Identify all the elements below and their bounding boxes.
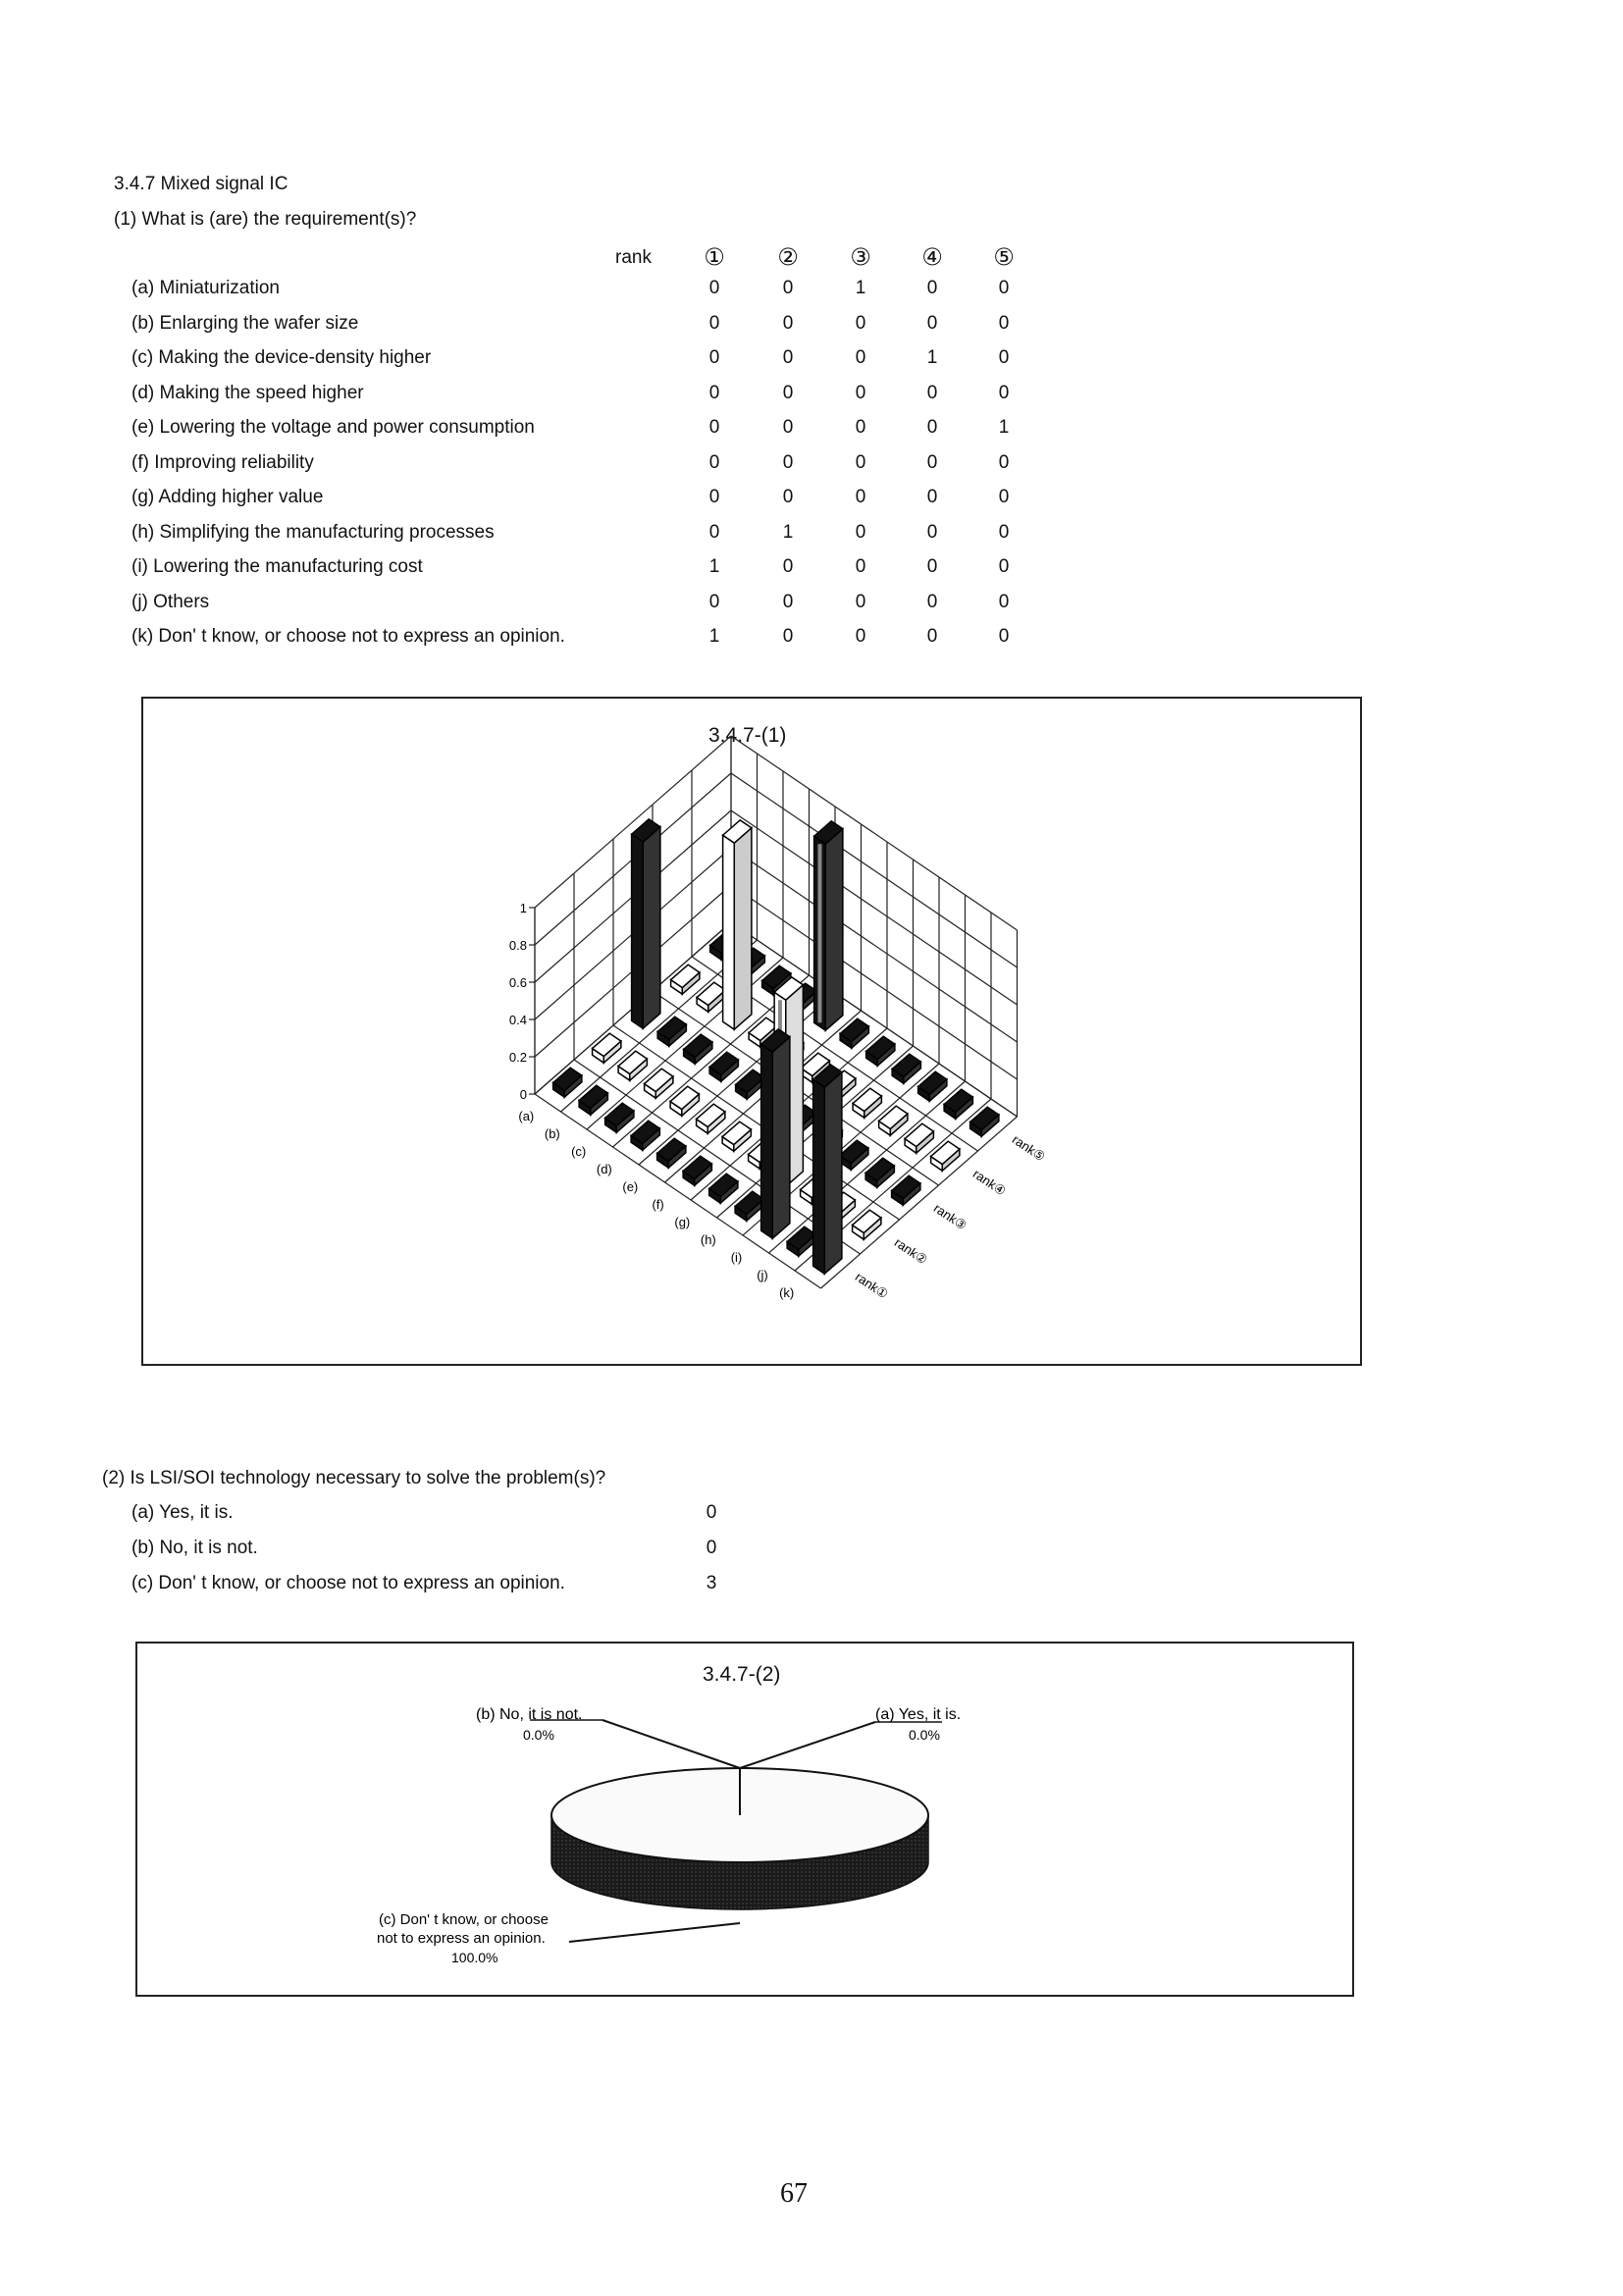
series-label: rank③ xyxy=(930,1200,969,1233)
table-cell: 0 xyxy=(926,487,938,507)
table-row-label: (c) Making the device-density higher xyxy=(131,347,432,368)
table-cell: 1 xyxy=(926,347,938,368)
table-cell: 0 xyxy=(855,556,866,577)
table-cell: 1 xyxy=(998,417,1010,438)
wall-grid-line xyxy=(731,773,1018,967)
table-cell: 0 xyxy=(998,487,1010,507)
category-label: (a) xyxy=(518,1109,535,1123)
table-cell: 1 xyxy=(782,521,794,543)
table-cell: 0 xyxy=(708,417,720,438)
series-label: rank⑤ xyxy=(1009,1131,1048,1165)
table-cell: 0 xyxy=(782,278,794,298)
table-cell: 0 xyxy=(998,556,1010,577)
table-cell: 0 xyxy=(855,626,866,647)
bar-side xyxy=(643,827,660,1028)
table-cell: 0 xyxy=(708,487,720,507)
table-cell: 0 xyxy=(782,626,794,647)
y-tick-label: 0.4 xyxy=(508,1013,527,1027)
series-label: rank① xyxy=(852,1269,891,1302)
category-label: (b) xyxy=(544,1126,560,1141)
table-cell: 0 xyxy=(782,487,794,507)
question-2: (2) Is LSI/SOI technology necessary to solve the problem(s)? xyxy=(102,1468,606,1488)
table-cell: 0 xyxy=(708,278,720,298)
question-1: (1) What is (are) the requirement(s)? xyxy=(114,209,417,230)
table-cell: 0 xyxy=(708,591,720,612)
bar-side xyxy=(825,829,843,1030)
rank-header-2: ② xyxy=(777,244,799,271)
category-label: (c) xyxy=(571,1144,587,1159)
table-cell: 1 xyxy=(708,626,720,647)
bar-front xyxy=(632,834,644,1028)
leader-line-c xyxy=(569,1923,740,1942)
table-cell: 0 xyxy=(708,382,720,403)
table-cell: 0 xyxy=(782,451,794,473)
bar-side xyxy=(772,1037,790,1238)
leader-line-a xyxy=(740,1722,875,1768)
label-c-pct: 100.0% xyxy=(451,1950,498,1965)
section-title: 3.4.7 Mixed signal IC xyxy=(114,174,288,194)
table-row-label: (a) Miniaturization xyxy=(131,278,280,298)
table-cell: 0 xyxy=(855,417,866,438)
label-c-line2: not to express an opinion. xyxy=(377,1930,546,1947)
bar-side xyxy=(734,828,752,1029)
table-cell: 0 xyxy=(782,556,794,577)
category-label: (g) xyxy=(674,1215,691,1229)
table-cell: 0 xyxy=(708,521,720,543)
rank-header-4: ④ xyxy=(921,244,943,271)
table-cell: 0 xyxy=(782,312,794,334)
q2-option-label: (b) No, it is not. xyxy=(131,1538,258,1558)
chart-1-title: 3.4.7-(1) xyxy=(708,724,787,747)
table-cell: 0 xyxy=(926,382,938,403)
table-cell: 0 xyxy=(998,591,1010,612)
table-row-label: (d) Making the speed higher xyxy=(131,382,364,403)
table-row-label: (e) Lowering the voltage and power consumption xyxy=(131,417,535,438)
table-cell: 0 xyxy=(708,451,720,473)
page-number: 67 xyxy=(780,2178,808,2209)
table-cell: 0 xyxy=(998,278,1010,298)
label-b: (b) No, it is not. xyxy=(476,1706,583,1723)
table-row-label: (g) Adding higher value xyxy=(131,487,324,507)
rank-header-3: ③ xyxy=(850,244,871,271)
table-cell: 0 xyxy=(926,312,938,334)
label-a-pct: 0.0% xyxy=(909,1727,940,1743)
q2-option-count: 0 xyxy=(706,1502,717,1523)
y-tick-label: 0.2 xyxy=(508,1050,527,1065)
label-b-pct: 0.0% xyxy=(523,1727,554,1743)
bar-front xyxy=(813,1079,825,1274)
table-cell: 0 xyxy=(998,347,1010,368)
table-cell: 0 xyxy=(926,626,938,647)
table-cell: 0 xyxy=(926,278,938,298)
table-cell: 0 xyxy=(926,451,938,473)
table-cell: 0 xyxy=(855,347,866,368)
category-label: (h) xyxy=(700,1232,716,1247)
table-cell: 0 xyxy=(998,382,1010,403)
table-cell: 0 xyxy=(782,417,794,438)
bar-front xyxy=(723,835,735,1029)
table-row-label: (f) Improving reliability xyxy=(131,451,314,473)
rank-header-1: ① xyxy=(704,244,725,271)
table-row-label: (b) Enlarging the wafer size xyxy=(131,312,359,334)
category-label: (i) xyxy=(730,1250,743,1265)
y-tick-label: 0 xyxy=(519,1087,527,1102)
q2-option-label: (c) Don' t know, or choose not to express an opinion. xyxy=(131,1573,565,1593)
table-cell: 0 xyxy=(782,347,794,368)
table-cell: 0 xyxy=(998,312,1010,334)
table-cell: 1 xyxy=(855,278,866,298)
chart-2-title: 3.4.7-(2) xyxy=(703,1663,781,1686)
series-label: rank④ xyxy=(969,1166,1009,1199)
table-cell: 0 xyxy=(708,312,720,334)
table-row-label: (h) Simplifying the manufacturing processes xyxy=(131,521,495,543)
q2-option-label: (a) Yes, it is. xyxy=(131,1502,234,1523)
y-tick-label: 0.8 xyxy=(508,938,527,953)
rank-header-5: ⑤ xyxy=(993,244,1015,271)
table-cell: 0 xyxy=(926,417,938,438)
leader-line-b xyxy=(602,1720,740,1768)
wall-grid-line xyxy=(731,736,1018,930)
table-cell: 0 xyxy=(855,591,866,612)
table-cell: 0 xyxy=(708,347,720,368)
table-cell: 0 xyxy=(782,591,794,612)
table-cell: 0 xyxy=(855,382,866,403)
table-cell: 0 xyxy=(926,556,938,577)
category-label: (e) xyxy=(622,1179,639,1194)
label-c-line1: (c) Don' t know, or choose xyxy=(379,1911,549,1928)
q2-option-count: 3 xyxy=(706,1573,717,1593)
table-row-label: (j) Others xyxy=(131,591,210,612)
category-label: (k) xyxy=(779,1285,795,1300)
chart-1-3d-bar xyxy=(143,699,1358,1362)
table-row-label: (i) Lowering the manufacturing cost xyxy=(131,556,423,577)
category-label: (d) xyxy=(596,1162,612,1176)
chart-2-pie xyxy=(137,1644,1348,1991)
y-tick-label: 1 xyxy=(519,901,527,915)
rank-label: rank xyxy=(615,247,652,268)
table-row-label: (k) Don' t know, or choose not to express an opinion. xyxy=(131,626,565,647)
category-label: (j) xyxy=(757,1268,768,1282)
bar-front xyxy=(761,1044,773,1238)
category-label: (f) xyxy=(652,1197,664,1212)
table-cell: 0 xyxy=(855,487,866,507)
table-cell: 0 xyxy=(855,451,866,473)
series-label: rank② xyxy=(891,1234,930,1268)
q2-option-count: 0 xyxy=(706,1538,717,1558)
table-cell: 0 xyxy=(998,626,1010,647)
y-tick-label: 0.6 xyxy=(508,975,527,990)
table-cell: 0 xyxy=(998,521,1010,543)
table-cell: 0 xyxy=(926,591,938,612)
table-cell: 1 xyxy=(708,556,720,577)
label-a: (a) Yes, it is. xyxy=(875,1706,962,1723)
table-cell: 0 xyxy=(855,521,866,543)
table-cell: 0 xyxy=(926,521,938,543)
table-cell: 0 xyxy=(782,382,794,403)
bar-side xyxy=(824,1072,842,1274)
table-cell: 0 xyxy=(998,451,1010,473)
table-cell: 0 xyxy=(855,312,866,334)
